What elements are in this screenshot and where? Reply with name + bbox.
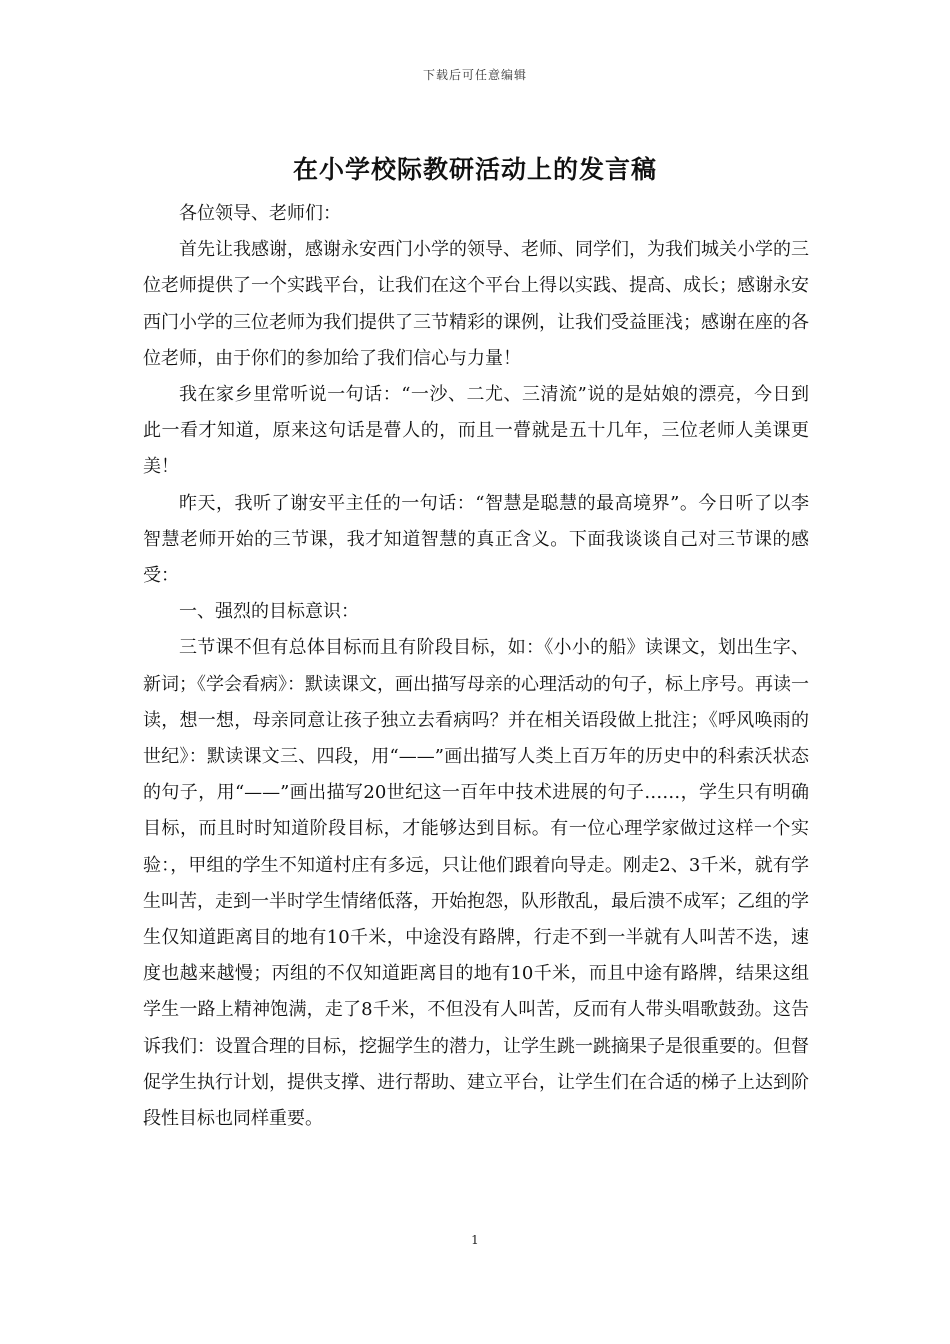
- salutation-paragraph: 各位领导、老师们：: [179, 203, 341, 224]
- document-title: 在小学校际教研活动上的发言稿: [292, 155, 657, 184]
- wisdom-paragraph: 昨天，我听了谢安平主任的一句话：“智慧是聪慧的最高境界”。今日听了以李智慧老师开始的三节课，我才知道智慧的真正含义。下面我谈谈自己对三节课的感受：: [143, 492, 809, 587]
- hometown-saying-paragraph: 我在家乡里常听说一句话：“一沙、二尤、三清流”说的是姑娘的漂亮，今日到此一看才知道，原来这句话是瞢人的，而且一瞢就是五十几年，三位老师人美课更美！: [143, 384, 809, 478]
- section-heading-1: 一、强烈的目标意识：: [179, 601, 359, 623]
- page-header: 下载后可任意编辑: [422, 68, 527, 82]
- goal-awareness-paragraph: 三节课不但有总体目标而且有阶段目标，如：《小小的船》读课文，划出生字、新词；《学会看病》：默读课文，画出描写母亲的心理活动的句子，标上序号。再读一读，想一想，母亲同意让孩子独立去看病吗？并在相关语段做上批注；《呼风唤雨的世纪》：默读课文三、四段，用“——”画出描写人类上百万年的历史中的科索沃状态的句子，用“——”画出描写20世纪这一百年中技术进展的句子……，学生只有明确目标，而且时时知道阶段目标，才能够达到目标。有一位心理学家做过这样一个实验：，甲组的学生不知道村庄有多远，只让他们跟着向导走。刚走2、3千米，就有学生叫苦，走到一半时学生情绪低落，开始抱怨，队形散乱，最后溃不成军；乙组的学生仅知道距离目的地有10千米，中途没有路牌，行走不到一半就有人叫苦不迭，速度也越来越慢；丙组的不仅知道距离目的地有10千米，而且中途有路牌，结果这组学生一路上精神饱满，走了8千米，不但没有人叫苦，反而有人带头唱歌鼓劲。这告诉我们：设置合理的目标，挖掘学生的潜力，让学生跳一跳摘果子是很重要的。但督促学生执行计划，提供支撑、进行帮助、建立平台，让学生们在合适的梯子上达到阶段性目标也同样重要。: [143, 637, 809, 1130]
- document-body: [143, 196, 809, 1137]
- thanks-paragraph: 首先让我感谢，感谢永安西门小学的领导、老师、同学们，为我们城关小学的三位老师提供了一个实践平台，让我们在这个平台上得以实践、提高、成长；感谢永安西门小学的三位老师为我们提供了三节精彩的课例，让我们受益匪浅；感谢在座的各位老师，由于你们的参加给了我们信心与力量！: [143, 239, 809, 369]
- page-number: 1: [471, 1233, 479, 1247]
